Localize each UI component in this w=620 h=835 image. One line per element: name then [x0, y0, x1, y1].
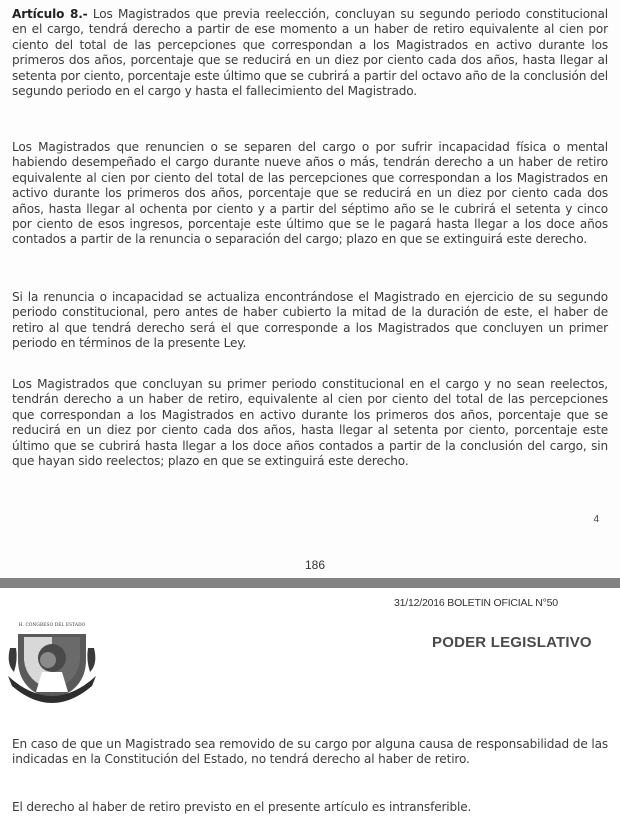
paragraph-resignation: Los Magistrados que renuncien o se separen del cargo o por sufrir incapacidad física o mental habiendo desempeñado el cargo durante nueve años o más, tendrán derecho a un haber de retiro equivalente al cien por ciento del total de las percepciones que correspondan a los Magistrados en activo durante los primeros dos años, porcentaje que se reducirá en un diez por ciento cada dos años, hasta llegar al ochenta por ciento y a partir del séptimo año se le cubrirá el setenta y cinco por ciento de esos ingresos, porcentaje este último que se le pagará hasta llegar a los doce años contados a partir de la renuncia o separación del cargo; plazo en que se extinguirá este derecho.	[12, 140, 608, 247]
logo-caption: H. CONGRESO DEL ESTADO	[18, 623, 86, 628]
paragraph-text: Los Magistrados que previa reelección, concluyan su segundo periodo constitucional en el cargo, tendrá derecho a partir de ese momento a un haber de retiro equivalente al cien por ciento del total de las percepciones que correspondan a los Magistrados en activo durante los primeros dos años, porcentaje que se reducirá en un diez por ciento cada dos años, hasta llegar al setenta por ciento, porcentaje este último que se cubrirá a partir del octavo año de la conclusión del segundo periodo en el cargo y hasta el fallecimiento del Magistrado.	[12, 7, 609, 99]
article-8-paragraph	[12, 7, 608, 99]
congress-seal-icon	[4, 620, 100, 706]
page-number: 186	[304, 558, 326, 572]
article-label: Artículo 8.-	[12, 7, 88, 21]
section-title: PODER LEGISLATIVO	[432, 634, 592, 651]
paragraph-incapacity: Si la renuncia o incapacidad se actualiza encontrándose el Magistrado en ejercicio de su segundo periodo constitucional, pero antes de haber cubierto la mitad de la duración de este, el haber de retiro al que tendrá derecho será el que corresponde a los Magistrados que concluyen un primer periodo en términos de la presente Ley.	[12, 290, 608, 351]
bulletin-header: 31/12/2016 BOLETIN OFICIAL N°50	[394, 597, 558, 609]
paragraph-first-period: Los Magistrados que concluyan su primer periodo constitucional en el cargo y no sean reelectos, tendrán derecho a un haber de retiro, equivalente al cien por ciento del total de las percepciones que correspondan a los Magistrados en activo durante los primeros dos años, porcentaje que se reducirá en un diez por ciento cada dos años, hasta llegar al setenta por ciento, porcentaje este último que se cubrirá hasta llegar a los doce años contados a partir de la conclusión del cargo, sin que hayan sido reelectos; plazo en que se extinguirá este derecho.	[12, 377, 608, 469]
paragraph-intransferible: El derecho al haber de retiro previsto en el presente artículo es intransferible.	[12, 800, 472, 814]
inner-page-number: 4	[593, 514, 599, 525]
page-divider	[0, 578, 620, 588]
paragraph-removal: En caso de que un Magistrado sea removido de su cargo por alguna causa de responsabilidad de las indicadas en la Constitución del Estado, no tendrá derecho al haber de retiro.	[12, 737, 608, 767]
